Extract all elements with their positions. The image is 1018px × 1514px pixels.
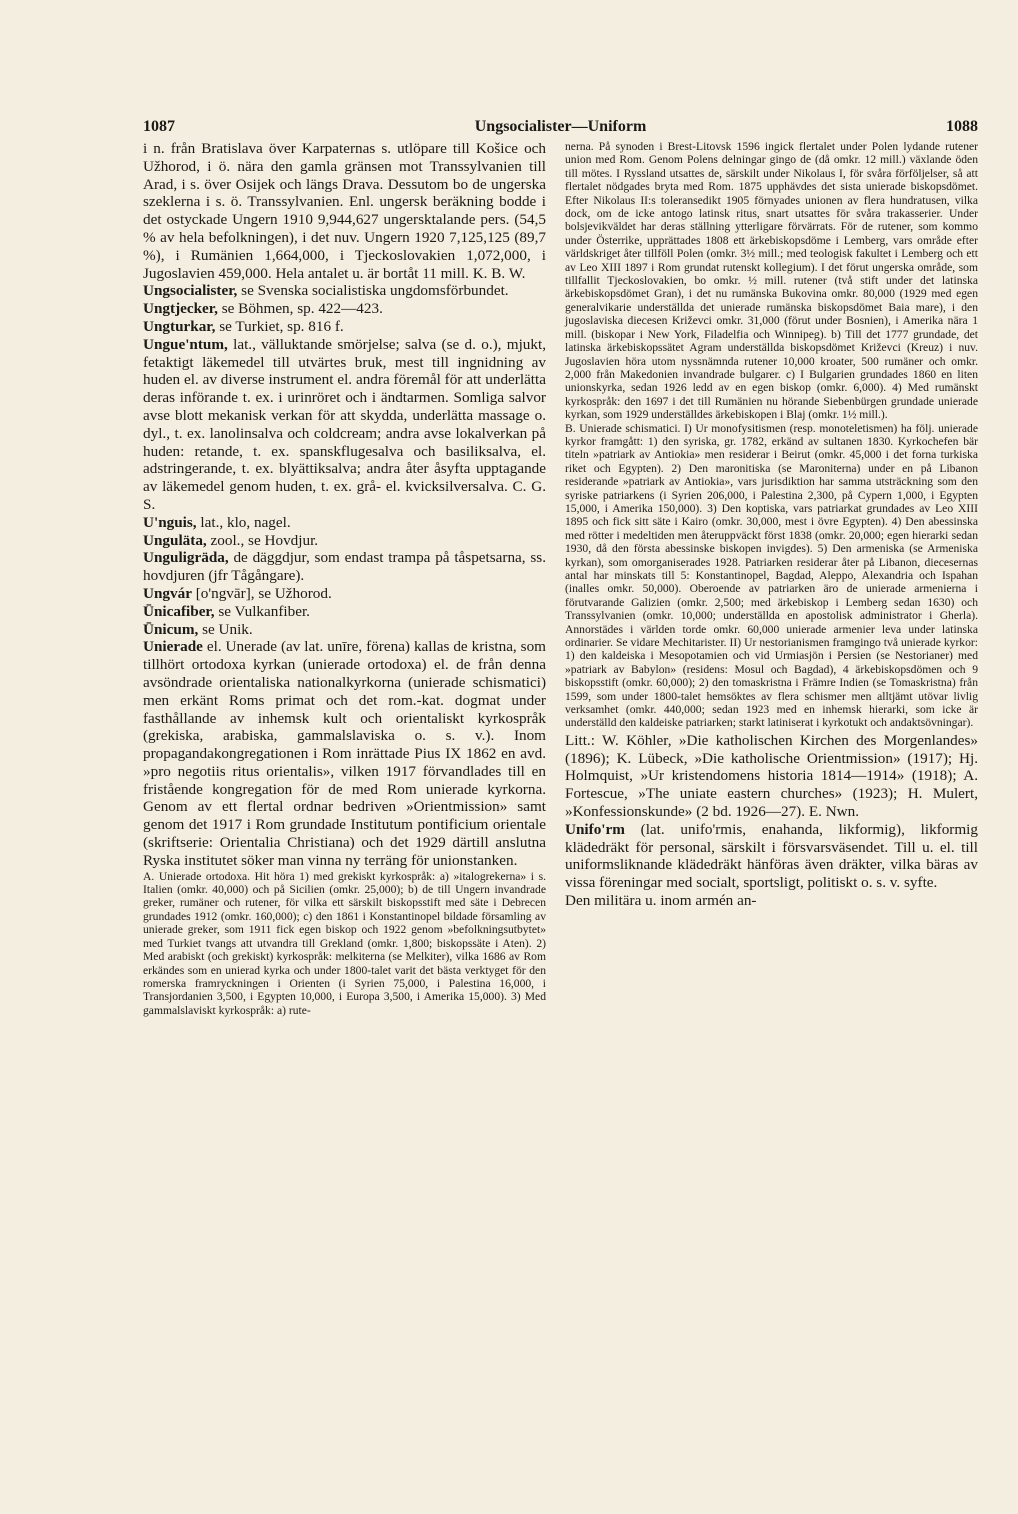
page-number-right: 1088 bbox=[946, 118, 978, 135]
entry-ungtjecker: Ungtjecker, se Böhmen, sp. 422—423. bbox=[143, 300, 383, 318]
small-print-paragraph: B. Unierade schismatici. I) Ur monofysitismen (resp. monoteletismen) ha följ. unierade kyrkor framgått: 1) den syriska, gr. 1782, erkänd av sultanen 1830. Kyrkochefen bär titeln »patriark av Antiokia» men residerar i Beirut (omkr. 45,000 i det forna turkiska riket och Egypten). 2) Den maronitiska (se Maroniterna) under en på Libanon residerande »patriark av Antiokia», vars jurisdiktion har samma utsträckning som den syriske patriarkens (i Syrien 206,000, i Palestina 2,300, på Cypern 1,000, i Egypten 15,000, i Amerika 150,000). 3) Den koptiska, vars patriarkat grundades av Leo XIII 1895 och fick sitt säte i Kairo (omkr. 30,000, mest i övre Egypten). 4) Den abessinska med rötter i medeltiden men återuppväckt först 1838 (omkr. 20,000; egen hierarki sedan 1930, då den första abessinske biskopen invigdes). 5) Den armeniska (se Armeniska kyrkan), som omorganiserades 1928. Patriarken residerar åter på Libanon, diecesernas antal har minskats till 5: Konstantinopel, Bagdad, Aleppo, Alexandria och Ispahan (inalles omkr. 50,000). Oberoende av patriarken äro de unierade armenierna i förutvarande Galizien (omkr. 2,500; med ärkebiskop i Lemberg sedan 1630) och Transsylvanien (omkr. 10,000; underställda en apostolisk administrator i Gherla). Annorstädes i världen torde omkr. 60,000 unierade armenier leva under latinska ordinarier. Se vidare Mechitarister. II) Ur nestorianismen framgingo två unierade kyrkor: 1) den kaldeiska i Mesopotamien och vid Urmiasjön i Persien (se Nestorianer) med »patriark av Babylon» (residens: Mosul och Bagdad), 4 ärkebiskopsdömen och 9 biskopsstift (omkr. 60,000); 2) den tomaskristna i Främre Indien (se Tomaskristna) från 1599, som under 1800-talet hemsöktes av flera schismer men alltjämt utövar livlig verksamhet (omkr. 440,000; sedan 1923 med en inhemsk hierarki, som icke är underställd den kaldeiske patriarken; starkt latiniserat i kyrkotukt och andaktsövningar). bbox=[565, 421, 978, 730]
headword: Ūnicafiber, bbox=[143, 602, 215, 620]
entry-unguis: U'nguis, lat., klo, nagel. bbox=[143, 513, 291, 531]
headword: Ungturkar, bbox=[143, 317, 216, 335]
entry-unguentum: Ungue'ntum, lat., välluktande smörjelse; salva (se d. o.), mjukt, fetaktigt läkemedel till utvärtes bruk, mest till ingnidning av huden el. av diverse instrument el. andra föremål för att underlätta deras införande t. ex. i urinröret och i ändtarmen. Somliga salvor avse blott mekanisk verkan för att skydda, underlätta massage o. dyl., t. ex. lanolinsalva och coldcream; andra avse lokalverkan på huden: retande, t. ex. spanskflugesalva och basiliksalva, el. adstringerande, t. ex. blyättiksalva; andra åter åsyfta upptagande av läkemedel genom huden, t. ex. grå- el. kvicksilversalva. C. G. S. bbox=[143, 335, 546, 513]
headword: Ungue'ntum, bbox=[143, 335, 228, 353]
running-title: Ungsocialister—Uniform bbox=[474, 118, 647, 135]
headword: Ungvár bbox=[143, 584, 192, 602]
headword: Ungtjecker, bbox=[143, 300, 218, 318]
headword: Ungsocialister, bbox=[143, 282, 238, 300]
headword: Unierade bbox=[143, 638, 203, 656]
small-print-paragraph: A. Unierade ortodoxa. Hit höra 1) med grekiskt kyrkospråk: a) »italogrekerna» i s. Italien (omkr. 40,000) och på Sicilien (omkr. 25,000); b) de till Ungern invandrade greker, rumäner och rutener, för vilka ett särskilt biskopsstift med säte i Debrecen grundades 1912 (omkr. 160,000); c) den 1861 i Konstantinopel bildade församling av unierade greker, som 1911 fick egen biskop och 1922 genom »befolkningsutbytet» med Turkiet tvangs att utvandra till Grekland (omkr. 1,800; biskopssäte i Aten). 2) Med arabiskt (och grekiskt) kyrkospråk: melkiterna (se Melkiter), vilka 1686 av Rom erkändes som en unierad kyrka och under 1800-talet varit det bästa verktyget för den romerska framryckningen i Orienten (i Syrien 75,000, i Palestina 16,000, i Transjordanien 3,500, i Egypten 10,000, i Europa 3,500, i Amerika 15,000). 3) Med gammalslaviskt kyrkospråk: a) rute- bbox=[143, 869, 546, 1017]
entry-ungsocialister: Ungsocialister, se Svenska socialistiska ungdomsförbundet. bbox=[143, 282, 509, 300]
headword: Unifo'rm bbox=[565, 820, 625, 838]
entry-uniform: Unifo'rm (lat. unifo'rmis, enahanda, likformig), likformig klädedräkt för personal, särskilt i försvarsväsendet. Till u. el. till uniformsliknande klädedräkt hänföras även dräkter, vilka bäras av vissa föreningar med socialt, sportsligt, politiskt o. s. v. syfte. bbox=[565, 820, 978, 892]
entry-paragraph: i n. från Bratislava över Karpaternas s. utlöpare till Košice och Užhorod, i ö. nära den gamla gränsen mot Transsylvanien till Arad, i s. över Osijek och längs Drava. Dessutom bo de ungerska szeklerna i s. ö. Transsylvanien. Enl. ungersk beräkning bodde i det ostyckade Ungern 1910 9,944,627 ungersktalande pers. (54,5 % av hela befolkningen), i det nuv. Ungern 1920 7,125,125 (89,7 %), i Rumänien 1,664,000, i Tjeckoslovakien 1,072,000, i Jugoslavien 459,000. Hela antalet u. är bortåt 11 mill. K. B. W. bbox=[143, 140, 546, 282]
entry-ungturkar: Ungturkar, se Turkiet, sp. 816 f. bbox=[143, 317, 344, 335]
small-print-paragraph: nerna. På synoden i Brest-Litovsk 1596 ingick flertalet under Polen lydande rutener union med Rom. Genom Polens delningar gingo de (då omkr. 12 mill.) växlande öden till mötes. I Ryssland utsattes de, särskilt under Nikolaus I, för svåra förföljelser, så att flertalet nödgades bryta med Rom. 1875 upphävdes det sista unierade biskopsdömet. Efter Nikolaus II:s toleransedikt 1905 förnyades unionen av flera hundratusen, vilka dock, om de icke antogo latinsk ritus, snart utsattes för svåra trakasserier. Under bolsjevikväldet har deras ställning ytterligare förvärrats. För de rutener, som kommo under Österrike, upprättades 1808 ett ärkebiskopsdöme i Lemberg, vars område efter världskriget åter tillföll Polen (omkr. 3½ mill.; med teologisk fakultet i Lemberg och ett av Leo XIII 1897 i Rom grundat rutenskt kollegium). I det förut ungerska område, som tillfallit Tjeckoslovakien, bo omkr. ½ mill. rutener (två stift under det latinska ärkebiskopsdömet Gran), i det nu rumänska Bukovina omkr. 80,000 (1929 med egen generalvikarie underställda det unierade rumänska biskopsdömet Baia mare), i den jugoslaviska diecesen Križevci omkr. 31,000 (förut under Bosnien), i Amerika nära 1 mill. (biskopar i New York, Filadelfia och Winnipeg). b) Till det 1777 grundade, det latinska ärkebiskopssätet Agram underställda biskopsdömet Križevci (Kreuz) i nuv. Jugoslavien höra utom nyssnämnda rutener 10,000 kroater, 500 rumäner och omkr. 2,000 från Makedonien invandrade bulgarer. c) I Bulgarien grundades 1860 en liten unionskyrka, sedan 1926 ledd av en egen biskop (omkr. 6,000). 4) Med rumänskt kyrkospråk: den 1697 i det till Rumänien nu hörande Siebenbürgen grundade unierade kyrkan, som 1929 underställdes ärkebiskopen i Blaj (omkr. 1½ mill.). bbox=[565, 140, 978, 422]
entry-unguligrada: Unguligräda, de däggdjur, som endast trampa på tåspetsarna, ss. hovdjuren (jfr Tågångare). bbox=[143, 549, 546, 585]
headword: U'nguis, bbox=[143, 513, 197, 531]
entry-ungulata: Unguläta, zool., se Hovdjur. bbox=[143, 531, 319, 549]
headword: Unguligräda, bbox=[143, 549, 229, 567]
right-column bbox=[565, 140, 978, 910]
left-column bbox=[143, 140, 546, 1017]
entry-unierade: Unierade el. Unerade (av lat. unīre, förena) kallas de kristna, som tillhört ortodoxa kyrkan (unierade ortodoxa) el. de från denna avsöndrade orientaliska nationalkyrkorna (unierade schismatici) men erkänt Roms primat och det rom.-kat. dogmat under fasthållande av inhemsk kult och orientaliskt kyrkospråk (grekiska, arabiska, gammalslaviska o. s. v.). Inom propagandakongregationen i Rom inrättade Pius IX 1862 en avd. »pro negotiis ritus orientalis», vilken 1917 förvandlades till en fristående kongregation för de med Rom unierade kyrkorna. Genom av ett flertal ordnar bedriven »Orientmission» samt genom det 1917 i Rom grundade Institutum pontificium orientale (skriftserie: Orientalia Christiana) och det 1929 därtill anslutna Ryska institutet söker man vinna ny terräng för unionstanken. bbox=[143, 638, 546, 869]
page-header bbox=[143, 118, 978, 140]
entry-unicafiber: Ūnicafiber, se Vulkanfiber. bbox=[143, 602, 310, 620]
entry-ungvar: Ungvár [o'ngvār], se Užhorod. bbox=[143, 584, 332, 602]
headword: Unguläta, bbox=[143, 531, 207, 549]
page-number-left: 1087 bbox=[143, 118, 175, 135]
entry-paragraph: Den militära u. inom armén an- bbox=[565, 892, 757, 910]
entry-unicum: Ūnicum, se Unik. bbox=[143, 620, 253, 638]
headword: Ūnicum, bbox=[143, 620, 199, 638]
literature-paragraph: Litt.: W. Köhler, »Die katholischen Kirchen des Morgenlandes» (1896); K. Lübeck, »Die katholische Orientmission» (1917); Hj. Holmquist, »Ur kristendomens historia 1814—1914» (1918); A. Fortescue, »The uniate eastern churches» (1923); H. Mulert, »Konfessionskunde» (2 bd. 1926—27). E. Nwn. bbox=[565, 731, 978, 821]
